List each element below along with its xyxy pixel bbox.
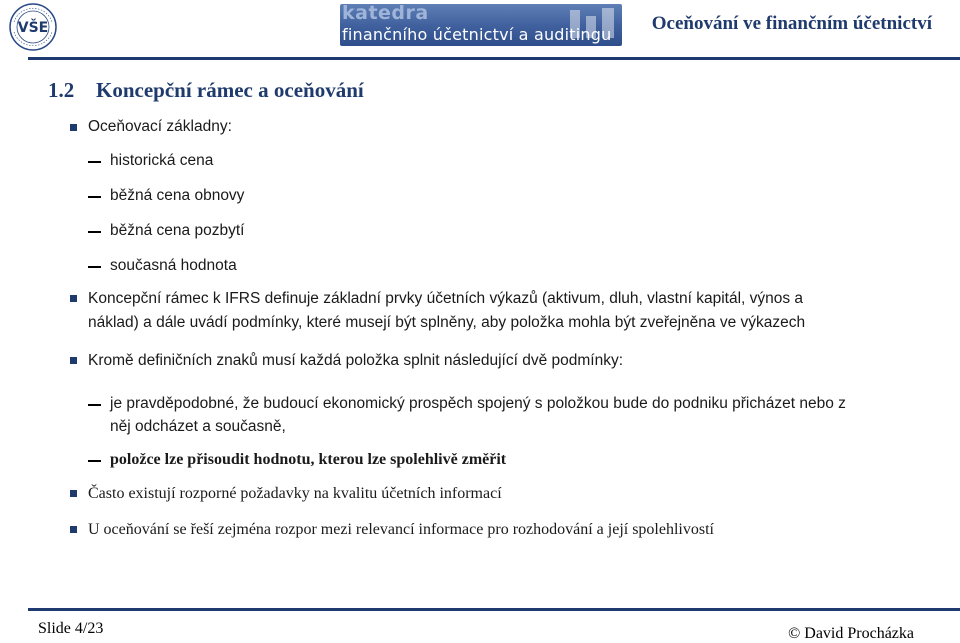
bullet-marker	[70, 124, 77, 131]
dash-marker	[88, 266, 101, 268]
banner-line1: katedra	[342, 4, 429, 24]
dash-marker	[88, 196, 101, 198]
svg-text:VŠE: VŠE	[17, 20, 49, 36]
author-credit: © David Procházka	[788, 625, 914, 642]
sub-item-realisable-value: běžná cena pozbytí	[110, 222, 245, 239]
sub-item-present-value: současná hodnota	[110, 257, 237, 274]
bullet-relevance-reliability: U oceňování se řeší zejména rozpor mezi relevancí informace pro rozhodování a její spolehlivostí	[88, 521, 714, 538]
dash-marker	[88, 231, 101, 233]
bottom-divider	[28, 608, 960, 611]
bullet-marker	[70, 357, 77, 364]
dash-marker	[88, 460, 101, 462]
department-banner	[340, 4, 622, 46]
bullet-conflicting-requirements: Často existují rozporné požadavky na kvalitu účetních informací	[88, 485, 502, 502]
bullet-marker	[70, 490, 77, 497]
sub-item-reliable-measurement: položce lze přisoudit hodnotu, kterou lze spolehlivě změřit	[110, 451, 507, 468]
bullet-recognition-conditions: Kromě definičních znaků musí každá položka splnit následující dvě podmínky:	[88, 352, 624, 369]
dash-marker	[88, 161, 101, 163]
bullet-marker	[70, 295, 77, 302]
sub-item-historical-cost: historická cena	[110, 152, 214, 169]
presentation-title: Oceňování ve finančním účetnictví	[651, 13, 932, 34]
section-title	[48, 78, 364, 103]
sub-item-probable-benefit-line2: něj odcházet a současně,	[110, 418, 286, 435]
bullet-framework-line2: náklad) a dále uvádí podmínky, které musejí být splněny, aby položka mohla být zveřejněna ve výkazech	[88, 314, 806, 331]
sub-item-replacement-cost: běžná cena obnovy	[110, 187, 245, 204]
header	[0, 0, 960, 52]
dash-marker	[88, 404, 101, 406]
slide-number: Slide 4/23	[38, 620, 104, 637]
sub-item-probable-benefit-line1: je pravděpodobné, že budoucí ekonomický prospěch spojený s položkou bude do podniku přicházet nebo z	[110, 395, 846, 412]
bullet-valuation-bases: Oceňovací základny:	[88, 118, 232, 135]
bullet-framework-line1: Koncepční rámec k IFRS definuje základní prvky účetních výkazů (aktivum, dluh, vlastní kapitál, výnos a	[88, 290, 804, 307]
top-divider	[28, 57, 960, 60]
banner-line2: finančního účetnictví a auditingu	[342, 25, 612, 44]
bullet-marker	[70, 526, 77, 533]
vse-logo	[8, 2, 58, 52]
section-heading: Koncepční rámec a oceňování	[96, 78, 364, 102]
banner-decoration-icon	[568, 6, 618, 44]
section-number: 1.2	[48, 78, 75, 102]
